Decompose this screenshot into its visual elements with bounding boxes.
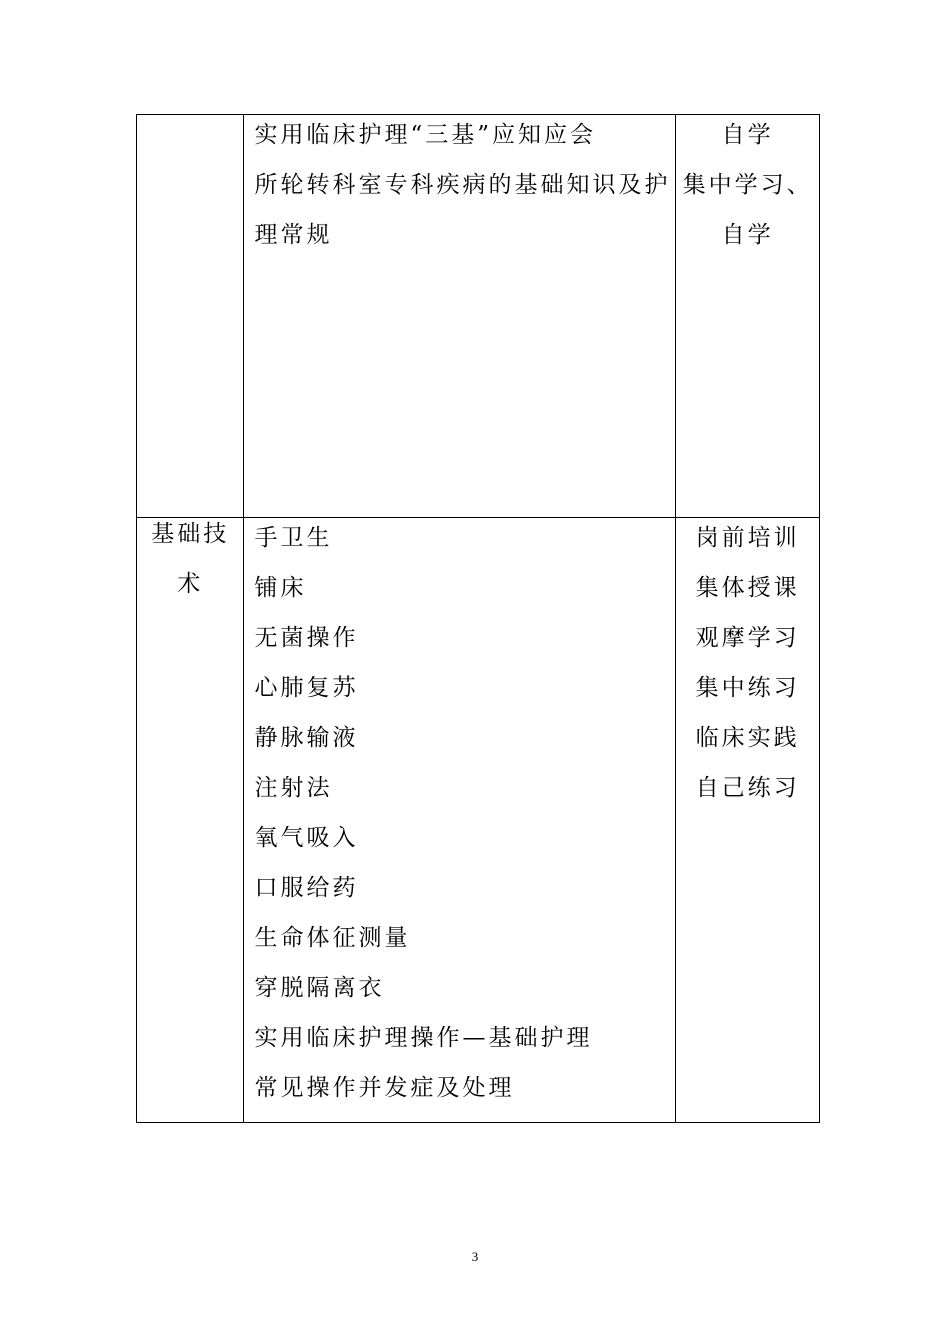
content-line: 理常规	[254, 222, 333, 248]
content-cell	[244, 115, 676, 518]
method-cell	[676, 115, 820, 518]
method-line: 观摩学习	[695, 625, 800, 651]
method-line: 临床实践	[695, 725, 800, 751]
method-line: 岗前培训	[695, 525, 800, 551]
content-line: 注射法	[254, 775, 333, 801]
category-cell	[137, 115, 244, 518]
content-line: 生命体征测量	[254, 925, 411, 951]
method-line: 自学	[721, 222, 774, 248]
content-line: 口服给药	[254, 875, 359, 901]
content-line: 铺床	[254, 575, 307, 601]
category-line: 基础技	[151, 521, 230, 547]
method-line: 自学	[721, 122, 774, 148]
method-cell	[676, 518, 820, 1123]
content-line: 穿脱隔离衣	[254, 975, 385, 1001]
content-line: 氧气吸入	[254, 825, 359, 851]
page-number: 3	[471, 1249, 479, 1264]
content-line: 实用临床护理操作—基础护理	[254, 1025, 593, 1051]
method-line: 自己练习	[695, 775, 800, 801]
content-line: 无菌操作	[254, 625, 359, 651]
table-row	[137, 518, 820, 1123]
method-line: 集中学习、	[682, 172, 813, 198]
table-row	[137, 115, 820, 518]
category-cell	[137, 518, 244, 1123]
training-table	[136, 114, 820, 1123]
content-line: 实用临床护理“三基”应知应会	[254, 122, 596, 148]
content-line: 心肺复苏	[254, 675, 359, 701]
content-line: 手卫生	[254, 525, 333, 551]
method-line: 集体授课	[695, 575, 800, 601]
content-line: 常见操作并发症及处理	[254, 1075, 515, 1101]
content-line: 静脉输液	[254, 725, 359, 751]
method-line: 集中练习	[695, 675, 800, 701]
category-line: 术	[177, 571, 204, 597]
content-cell	[244, 518, 676, 1123]
content-line: 所轮转科室专科疾病的基础知识及护	[254, 172, 671, 198]
